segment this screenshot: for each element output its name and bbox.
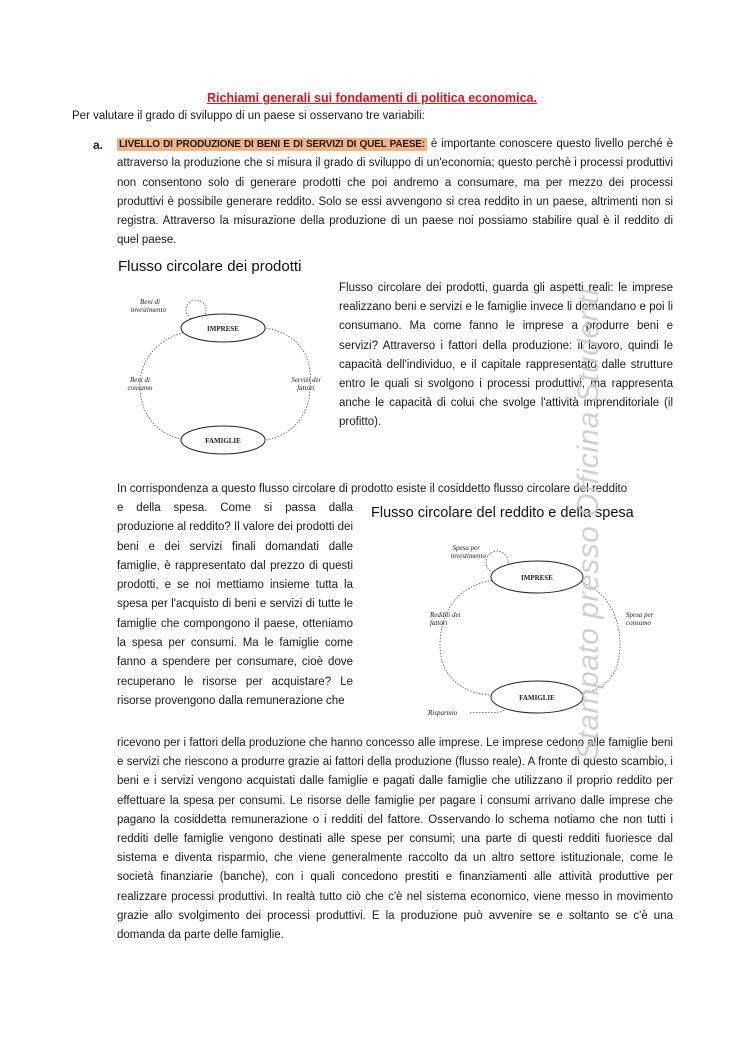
figure1-diagram	[118, 290, 328, 460]
correspondence-paragraph: In corrispondenza a questo flusso circolare di prodotto esiste il cosiddetto flusso circolare del reddito	[117, 483, 628, 495]
item-a-paragraph	[117, 135, 673, 251]
svg-text:FAMIGLIE: FAMIGLIE	[205, 437, 241, 445]
svg-text:consumo: consumo	[626, 619, 651, 627]
svg-text:investimento: investimento	[130, 306, 166, 314]
item-a-text: è importante conoscere questo livello perché è attraverso la produzione che si misura il grado di sviluppo di un'economia; questo perchè i processi produttivi non consentono solo di generare prodotti che poi andremo a consumare, ma per mezzo dei processi produttivi è possibile generare reddito. Solo se essi avvengono si crea reddito in un paese, altrimenti non si registra. Attraverso la misurazione della produzione di un paese noi possiamo stabilire qual è il reddito di quel paese.	[117, 138, 673, 247]
figure2-title: Flusso circolare del reddito e della spesa	[371, 505, 634, 521]
list-marker-a: a.	[93, 138, 104, 152]
intro-text: Per valutare il grado di sviluppo di un paese si osservano tre variabili:	[72, 110, 425, 122]
figure2-diagram	[400, 535, 665, 720]
svg-text:Beni di: Beni di	[139, 298, 160, 306]
svg-text:Beni di: Beni di	[129, 376, 151, 384]
figure1-explanation: Flusso circolare dei prodotti, guarda gli aspetti reali: le imprese realizzano beni e servizi e le famiglie invece li domandano e poi li consumano. Ma come fanno le imprese a produrre beni e servizi? Attraverso i fattori della produzione: il lavoro, quindi le capacità dell'individuo, e il capitale rappresentato dalle strutture entro le quali si svolgono i processi produttivi, ma rappresenta anche le capacità di colui che svolge l'attività imprenditoriale (il profitto).	[339, 282, 673, 429]
svg-text:Spesa per: Spesa per	[626, 611, 654, 619]
svg-text:FAMIGLIE: FAMIGLIE	[519, 694, 555, 702]
svg-text:fattori: fattori	[430, 619, 448, 627]
svg-text:fattori: fattori	[297, 384, 315, 392]
svg-text:consumo: consumo	[127, 384, 153, 392]
svg-text:IMPRESE: IMPRESE	[207, 325, 239, 333]
svg-text:Servizi dei: Servizi dei	[291, 376, 321, 384]
svg-text:Risparmio: Risparmio	[428, 709, 458, 717]
svg-text:Spesa per: Spesa per	[452, 544, 480, 552]
document-title: Richiami generali sui fondamenti di politica economica.	[207, 91, 537, 105]
final-paragraph: ricevono per i fattori della produzione che hanno concesso alle imprese. Le imprese cedono alle famiglie beni e servizi che riescono a produrre grazie ai fattori della produzione (flusso reale). A fronte di questo scambio, i beni e i servizi vengono acquistati dalle famiglie e pagati dalle famiglie che utilizzano il proprio reddito per effettuare la spesa per consumi. Le risorse delle famiglie per pagare i consumi arrivano dalle imprese che pagano la cosiddetta remunerazione o i redditi del fattore. Osservando lo schema notiamo che non tutti i redditi delle famiglie vengono destinati alle spese per consumi; una parte di questi redditi fuoriesce dal sistema e diventa risparmio, che viene generalmente raccolto da un altro settore istituzionale, come le società finanziarie (banche), con i quali concedono prestiti e finanziamenti alle attività produttive per realizzare processi produttivi. In realtà tutto ciò che c'è nel sistema economico, viene messo in movimento grazie allo svolgimento dei processi produttivi. E la produzione può avvenire se e soltanto se c'è una domanda da parte delle famiglie.	[117, 737, 673, 942]
svg-text:Redditi dei: Redditi dei	[430, 611, 461, 619]
svg-text:IMPRESE: IMPRESE	[521, 574, 553, 582]
item-a-heading: LIVELLO DI PRODUZIONE DI BENI E DI SERVIZI DI QUEL PAESE:	[119, 139, 425, 150]
income-spending-paragraph: e della spesa. Come si passa dalla produzione al reddito? Il valore dei prodotti dei beni e dei servizi finali domandati dalle famiglie, è rappresentato dal prezzo di questi prodotti, e se noi mettiamo insieme tutta la spesa per l'acquisto di beni e servizi di tutte le famiglie che compongono il paese, otteniamo la spesa per consumi. Ma le famiglie come fanno a spendere per consumare, cioè dove recuperano le risorse per acquistare? Le risorse provengono dalla remunerazione che	[117, 502, 353, 707]
figure1-title: Flusso circolare dei prodotti	[118, 258, 302, 275]
svg-text:investimento: investimento	[450, 552, 486, 560]
watermark: Stampato presso Officina Studenti	[572, 288, 605, 760]
